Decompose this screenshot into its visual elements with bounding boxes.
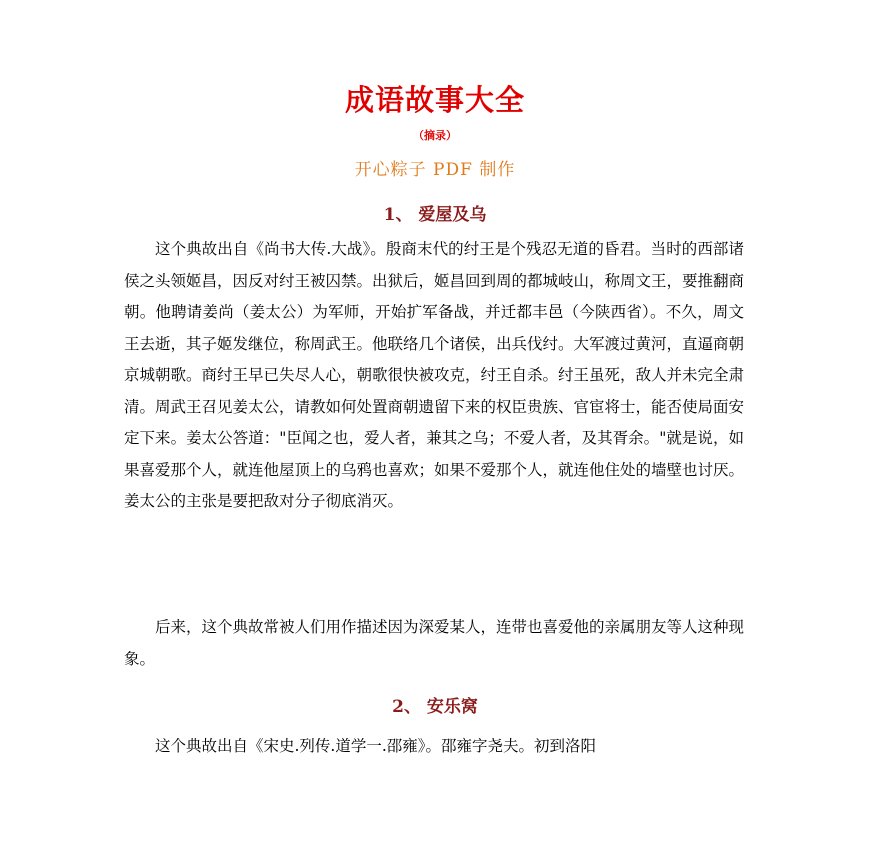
section-heading-1: 1、 爱屋及乌 [383,205,487,225]
section-1-paragraph-2: 后来，这个典故常被人们用作描述因为深爱某人，连带也喜爱他的亲属朋友等人这种现象。 [124,618,745,668]
document-title: 成语故事大全 [344,83,525,117]
section-1-paragraph-1: 这个典故出自《尚书大传.大战》。殷商末代的纣王是个残忍无道的昏君。当时的西部诸侯之头领姬昌，因反对纣王被囚禁。出狱后，姬昌回到周的都城岐山，称周文王，要推翻商朝。他聘请姜尚（姜太公）为军师，开始扩军备战，并迁都丰邑（今陕西省）。不久，周文王去逝，其子姬发继位，称周武王。他联络几个诸侯，出兵伐纣。大军渡过黄河，直逼商朝京城朝歌。商纣王早已失尽人心，朝歌很快被攻克，纣王自杀。纣王虽死，敌人并未完全肃清。周武王召见姜太公，请教如何处置商朝遗留下来的权臣贵族、官宦将士，能否使局面安定下来。姜太公答道："臣闻之也，爱人者，兼其之乌；不爱人者，及其胥余。"就是说，如果喜爱那个人，就连他屋顶上的乌鸦也喜欢；如果不爱那个人，就连他住处的墙壁也讨厌。姜太公的主张是要把敌对分子彻底消灭。 [124,240,745,510]
section-2-paragraph-1: 这个典故出自《宋史.列传.道学一.邵雍》。邵雍字尧夫。初到洛阳 [155,737,597,755]
document-subtitle: （摘录） [413,129,457,142]
section-heading-2: 2、 安乐窝 [392,697,478,717]
maker-credit: 开心粽子 PDF 制作 [354,160,516,180]
